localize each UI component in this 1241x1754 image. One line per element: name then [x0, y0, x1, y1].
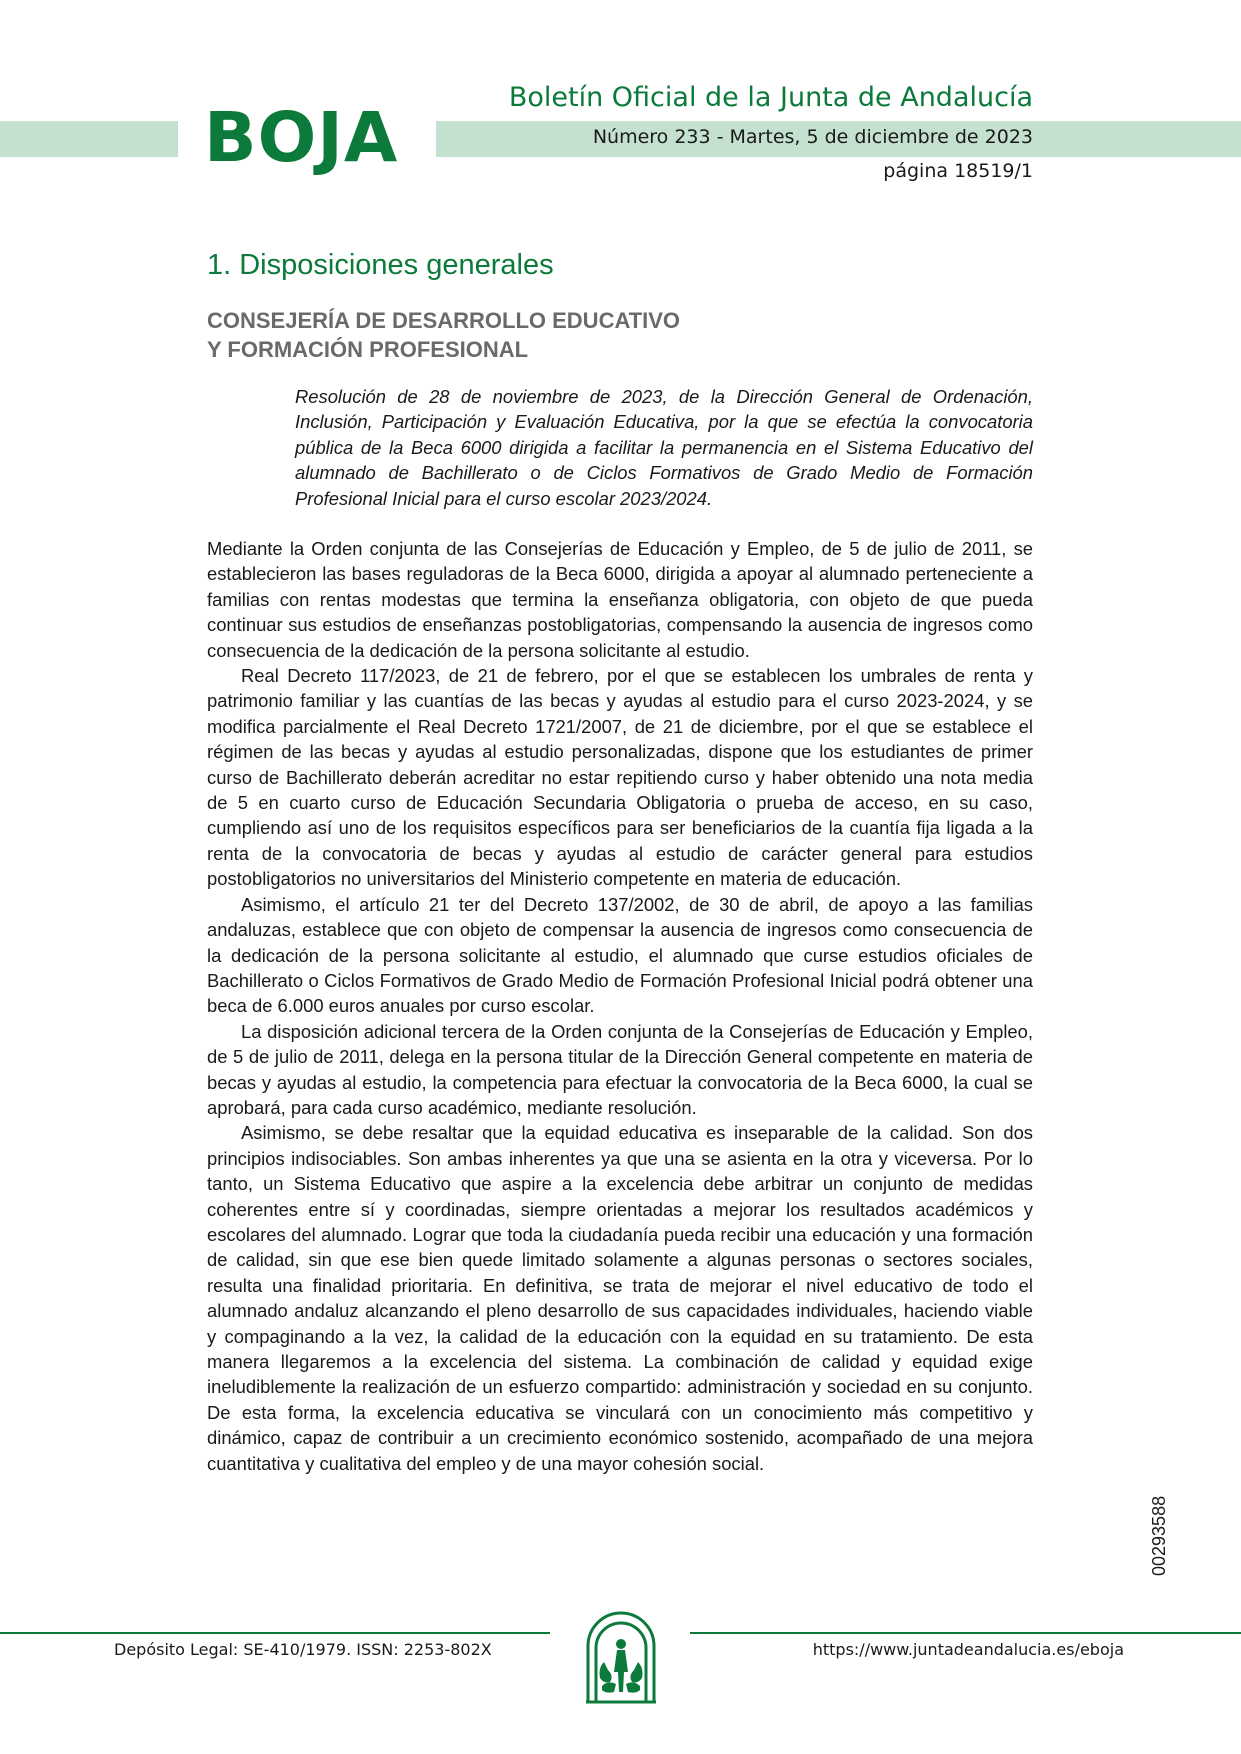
document-body: [207, 536, 1033, 1476]
footer-url-link[interactable]: https://www.juntadeandalucia.es/eboja: [812, 1640, 1124, 1659]
paragraph: Asimismo, el artículo 21 ter del Decreto 137/2002, de 30 de abril, de apoyo a las familias andaluzas, establece que con objeto de compensar la ausencia de ingresos como consecuencia de la dedicación de la persona solicitante al estudio, el alumnado que curse estudios oficiales de Bachillerato o Ciclos Formativos de Grado Medio de Formación Profesional Inicial podrá obtener una beca de 6.000 euros anuales por curso escolar.: [207, 893, 1033, 1017]
footer-rule-left: [0, 1632, 550, 1634]
ministry-line-2: Y FORMACIÓN PROFESIONAL: [207, 337, 529, 362]
section-heading: 1. Disposiciones generales: [207, 249, 554, 281]
paragraph: La disposición adicional tercera de la Orden conjunta de la Consejerías de Educación y Empleo, de 5 de julio de 2011, delega en la persona titular de la Dirección General competente en materia de becas y ayudas al estudio, la competencia para efectuar la convocatoria de la Beca 6000, la cual se aprobará, para cada curso académico, mediante resolución.: [207, 1020, 1033, 1118]
header-band-left: [0, 121, 178, 157]
footer-rule-right: [690, 1632, 1241, 1634]
paragraph: Mediante la Orden conjunta de las Consejerías de Educación y Empleo, de 5 de julio de 2011, se establecieron las bases reguladoras de la Beca 6000, dirigida a apoyar al alumnado perteneciente a familias con rentas modestas que termina la enseñanza obligatoria, con objeto de que pueda continuar sus estudios de enseñanzas postobligatorias, compensando la ausencia de ingresos como consecuencia de la dedicación de la persona solicitante al estudio.: [207, 538, 1033, 661]
paragraph: Real Decreto 117/2023, de 21 de febrero, por el que se establecen los umbrales de renta y patrimonio familiar y las cuantías de las becas y ayudas al estudio para el curso 2023-2024, y se modifica parcialmente el Real Decreto 1721/2007, de 21 de diciembre, por el que se establece el régimen de las becas y ayudas al estudio personalizadas, dispone que los estudiantes de primer curso de Bachillerato deberán acreditar no estar repitiendo curso y haber obtenido una nota media de 5 en cuarto curso de Educación Secundaria Obligatoria o prueba de acceso, en su caso, cumpliendo así uno de los requisitos específicos para ser beneficiarios de la cuantía fija ligada a la renta de la convocatoria de becas y ayudas al estudio de carácter general para estudios postobligatorios no universitarios del Ministerio competente en materia de educación.: [207, 665, 1033, 890]
issue-number: Número 233 - Martes, 5 de diciembre de 2023: [592, 126, 1033, 148]
boja-logo: BOJA: [204, 98, 399, 178]
paragraph: Asimismo, se debe resaltar que la equidad educativa es inseparable de la calidad. Son dos principios indisociables. Son ambas inherentes ya que una se asienta en la otra y viceversa. Por lo tanto, un Sistema Educativo que aspire a la excelencia debe arbitrar un conjunto de medidas coherentes entre sí y coordinadas, siempre orientadas a mejorar los resultados académicos y escolares del alumnado. Lograr que toda la ciudadanía pueda recibir una educación y una formación de calidad, sin que ese bien quede limitado solamente a algunas personas o sectores sociales, resulta una finalidad prioritaria. En definitiva, se trata de mejorar el nivel educativo de todo el alumnado andaluz alcanzando el pleno desarrollo de sus capacidades individuales, haciendo viable y compaginando a la vez, la calidad de la educación con la equidad en su tratamiento. De esta manera llegaremos a la excelencia del sistema. La combinación de calidad y equidad exige ineludiblemente la realización de un esfuerzo compartido: administración y sociedad en su conjunto. De esta forma, la excelencia educativa se vinculará con un conocimiento más competitivo y dinámico, capaz de contribuir a un crecimiento económico sostenido, acompañado de una mejora cuantitativa y cualitativa del empleo y de una mayor cohesión social.: [207, 1122, 1033, 1474]
page-number: página 18519/1: [883, 160, 1033, 182]
andalucia-emblem-icon: [584, 1606, 658, 1704]
document-code: 00293588: [1149, 1495, 1169, 1576]
ministry-heading: [207, 306, 680, 364]
legal-deposit: Depósito Legal: SE-410/1979. ISSN: 2253-802X: [114, 1640, 492, 1659]
resolution-summary: Resolución de 28 de noviembre de 2023, de la Dirección General de Ordenación, Inclusión, Participación y Evaluación Educativa, por la que se efectúa la convocatoria pública de la Beca 6000 dirigida a facilitar la permanencia en el Sistema Educativo del alumnado de Bachillerato o de Ciclos Formativos de Grado Medio de Formación Profesional Inicial para el curso escolar 2023/2024.: [295, 386, 1033, 509]
ministry-line-1: CONSEJERÍA DE DESARROLLO EDUCATIVO: [207, 308, 681, 333]
bulletin-title: Boletín Oficial de la Junta de Andalucía: [508, 82, 1033, 113]
